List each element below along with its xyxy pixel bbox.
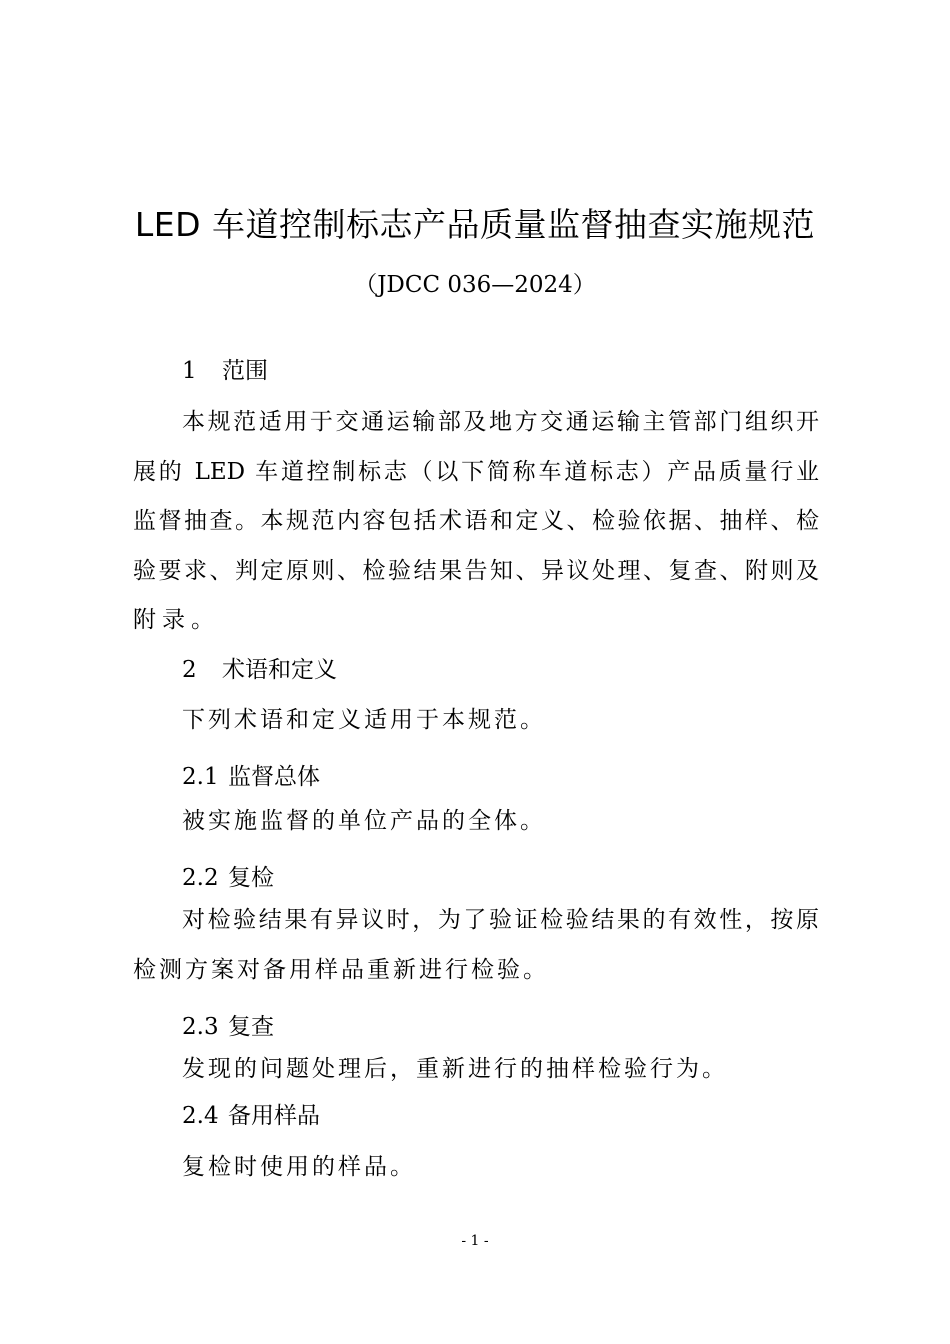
term-2-4-heading [182, 1098, 320, 1134]
section-title: 术语和定义 [222, 657, 337, 683]
paragraph-line: 本规范适用于交通运输部及地方交通运输主管部门组织开 [182, 409, 819, 435]
term-definition: 复检时使用的样品。 [182, 1154, 416, 1180]
document-title: LED 车道控制标志产品质量监督抽查实施规范 [134, 205, 816, 244]
term-2-1-heading [182, 759, 320, 795]
term-definition: 检测方案对备用样品重新进行检验。 [133, 957, 549, 983]
term-definition: 对检验结果有异议时，为了验证检验结果的有效性，按原 [182, 907, 819, 933]
section-title: 范围 [222, 358, 268, 384]
term-number: 2.2 [182, 865, 219, 891]
paragraph-line: 监督抽查。本规范内容包括术语和定义、检验依据、抽样、检 [133, 508, 819, 534]
term-2-3-heading [182, 1009, 274, 1045]
section-intro: 下列术语和定义适用于本规范。 [182, 707, 546, 733]
paragraph-line: 展的 LED 车道控制标志（以下简称车道标志）产品质量行业 [133, 459, 819, 485]
term-number: 2.4 [182, 1103, 219, 1129]
section-1-heading [182, 353, 268, 389]
document-code: （JDCC 036—2024） [354, 272, 596, 298]
section-2-heading [182, 652, 337, 688]
term-name: 监督总体 [228, 764, 320, 790]
term-definition: 被实施监督的单位产品的全体。 [182, 808, 546, 834]
term-definition: 发现的问题处理后，重新进行的抽样检验行为。 [182, 1056, 728, 1082]
paragraph-line: 验要求、判定原则、检验结果告知、异议处理、复查、附则及 [133, 558, 819, 584]
term-2-2-heading [182, 860, 274, 896]
term-number: 2.1 [182, 764, 219, 790]
section-number: 2 [182, 657, 197, 683]
page-number: - 1 - [461, 1233, 489, 1249]
term-name: 复检 [228, 865, 274, 891]
term-name: 备用样品 [228, 1103, 320, 1129]
section-number: 1 [182, 358, 197, 384]
term-number: 2.3 [182, 1014, 219, 1040]
term-name: 复查 [228, 1014, 274, 1040]
paragraph-line: 附录。 [133, 607, 220, 633]
